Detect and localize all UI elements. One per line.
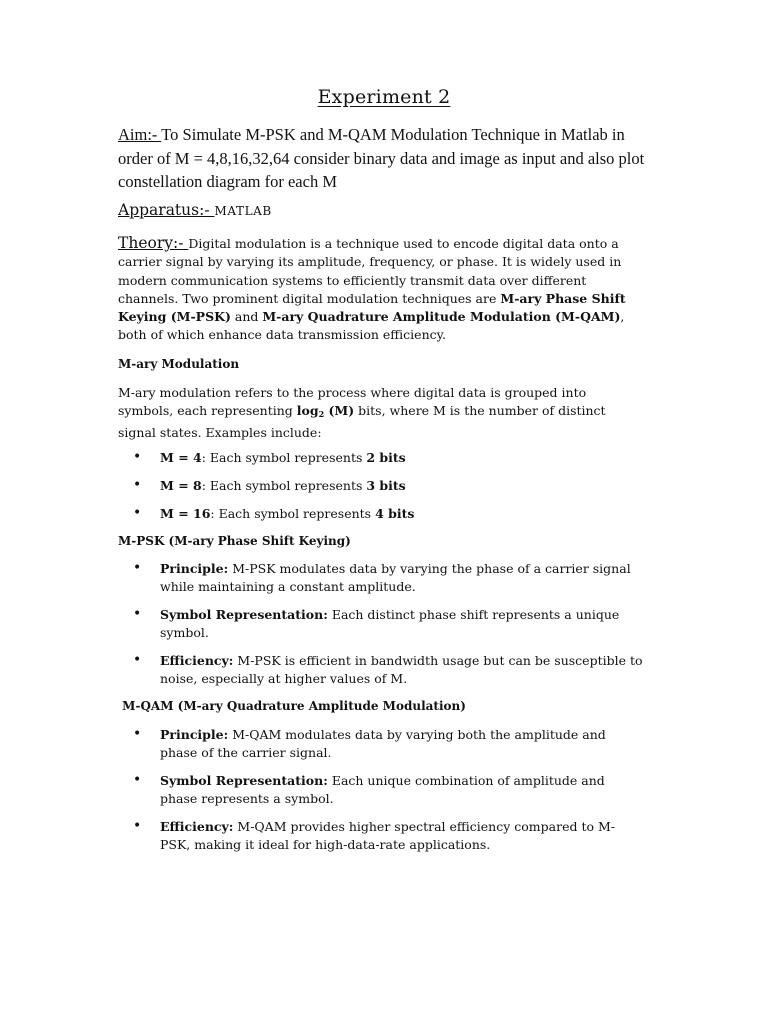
apparatus-label: Apparatus:- [118, 201, 215, 219]
mary-text-2: bits, where M is the number of distinct signal states. Examples include: [118, 403, 606, 440]
list-item: Symbol Representation: Each distinct phase shift represents a unique symbol. [160, 607, 620, 641]
bullet-marker: • [133, 477, 142, 493]
theory-text-1: Digital modulation is a technique used to encode digital data onto a carrier signal by varying its amplitude, frequency, or phase. It is widely used in modern communication systems to efficiently transmit data over different channels. Two prominent digital modulation techniques are [118, 236, 622, 306]
mary-paragraph [118, 384, 638, 442]
bullet-marker: • [133, 606, 142, 622]
list-item: M = 16: Each symbol represents 4 bits [160, 506, 415, 521]
bullet-marker: • [133, 505, 142, 521]
list-item: Principle: M-PSK modulates data by varying the phase of a carrier signal while maintaining a constant amplitude. [160, 561, 631, 595]
list-item: M = 8: Each symbol represents 3 bits [160, 478, 406, 493]
bullet-marker: • [133, 449, 142, 465]
bullet-marker: • [133, 772, 142, 788]
log-term: $\log_2 (M)$ [296, 403, 355, 420]
aim-paragraph [118, 123, 658, 194]
list-item: Principle: M-QAM modulates data by varying both the amplitude and phase of the carrier signal. [160, 727, 606, 761]
apparatus-value: MATLAB [214, 204, 272, 218]
mpsk-heading: M-PSK (M-ary Phase Shift Keying) [118, 534, 351, 548]
bullet-marker: • [133, 560, 142, 576]
list-item: Efficiency: M-QAM provides higher spectral efficiency compared to M- PSK, making it ideal for high-data-rate applications. [160, 819, 615, 853]
theory-bold-mpsk: M-ary Phase Shift Keying (M-PSK) [118, 290, 626, 325]
list-item: Symbol Representation: Each unique combination of amplitude and phase represents a symbol. [160, 773, 605, 807]
theory-bold-mqam: M-ary Quadrature Amplitude Modulation (M-QAM) [262, 309, 621, 325]
theory-text-3: , both of which enhance data transmission efficiency. [118, 309, 625, 343]
bullet-marker: • [133, 818, 142, 834]
bullet-marker: • [133, 652, 142, 668]
page-title: Experiment 2 [317, 86, 451, 108]
aim-label: Aim:- [118, 125, 162, 144]
bullet-marker: • [133, 726, 142, 742]
list-item: M = 4: Each symbol represents 2 bits [160, 450, 406, 465]
theory-label: Theory:- [118, 234, 189, 252]
theory-paragraph [118, 234, 643, 345]
mary-text-1: M-ary modulation refers to the process where digital data is grouped into symbols, each representing [118, 385, 587, 419]
mqam-heading: M-QAM (M-ary Quadrature Amplitude Modulation) [118, 699, 466, 713]
list-item: Efficiency: M-PSK is efficient in bandwidth usage but can be susceptible to noise, especially at higher values of M. [160, 653, 643, 687]
aim-text: To Simulate M-PSK and M-QAM Modulation Technique in Matlab in order of M = 4,8,16,32,64 consider binary data and image as input and also plot constellation diagram for each M [118, 125, 645, 191]
apparatus-line [118, 201, 272, 219]
theory-text-2: and [230, 309, 263, 325]
mary-heading: M-ary Modulation [118, 357, 240, 371]
log-base: 2 [318, 409, 325, 420]
